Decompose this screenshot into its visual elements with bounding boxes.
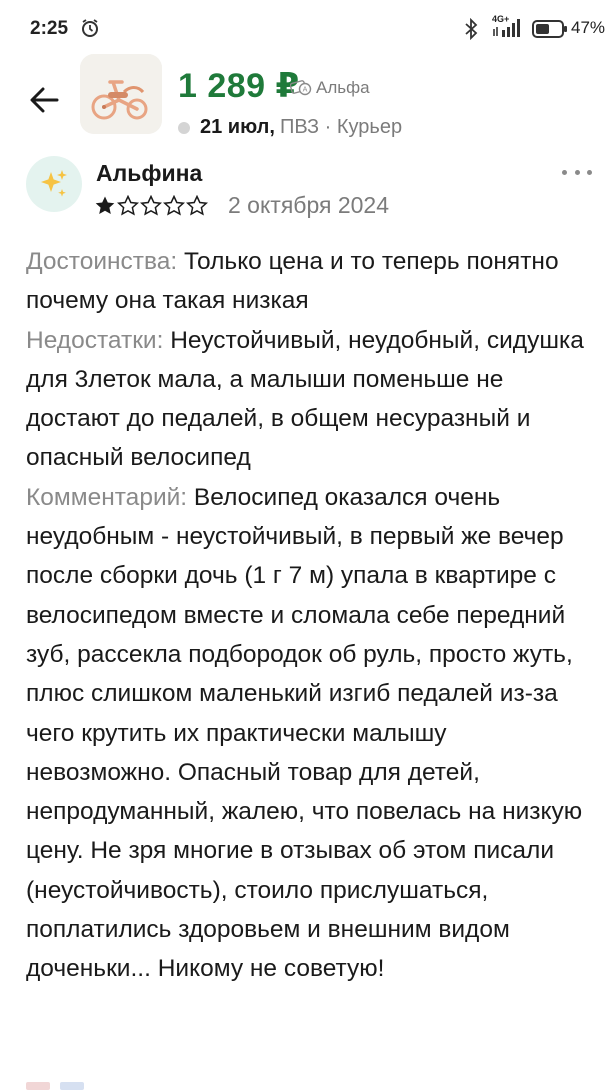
star-empty-icon	[117, 195, 139, 217]
bottom-thumbnail-strip	[26, 1078, 86, 1090]
svg-text:A: A	[302, 85, 308, 94]
alarm-icon	[80, 18, 100, 38]
star-rating	[94, 195, 208, 217]
star-empty-icon	[163, 195, 185, 217]
delivery-status-dot	[178, 122, 190, 134]
bluetooth-icon	[464, 18, 478, 40]
cons-label: Недостатки:	[26, 326, 164, 354]
more-button[interactable]	[562, 162, 592, 182]
network-type: 4G+	[492, 14, 510, 24]
delivery-date: 21 июл,	[200, 116, 275, 138]
star-empty-icon	[186, 195, 208, 217]
signal-icon	[488, 16, 524, 40]
status-time: 2:25	[30, 18, 69, 39]
delivery-modes: ПВЗ · Курьер	[279, 116, 403, 138]
status-bar	[0, 0, 614, 56]
product-price: 1 289 ₽	[178, 67, 300, 105]
more-dots-icon	[562, 170, 567, 175]
comment-label: Комментарий:	[26, 483, 188, 511]
alfa-label: Альфа	[316, 78, 370, 97]
sparkles-icon	[38, 168, 70, 200]
star-filled-icon	[94, 195, 116, 217]
card-icon	[290, 80, 312, 96]
avatar[interactable]	[26, 156, 82, 212]
tricycle-image	[80, 54, 162, 134]
product-header	[0, 56, 614, 152]
battery-icon	[532, 19, 568, 39]
review-body	[26, 242, 596, 989]
delivery-info	[178, 116, 402, 139]
author-name[interactable]: Альфина	[96, 160, 203, 186]
star-empty-icon	[140, 195, 162, 217]
back-button[interactable]	[22, 78, 66, 122]
review-date: 2 октября 2024	[228, 192, 389, 218]
more-dot	[587, 170, 592, 175]
pros-label: Достоинства:	[26, 248, 178, 275]
alfa-badge	[290, 78, 370, 98]
product-thumbnail[interactable]	[80, 54, 162, 134]
more-dot	[575, 170, 580, 175]
cons-text: Неустойчивый, неудобный, сидушка для 3леток мала, а малыши поменьше не достают до педалей, в общем несуразный и опасный велосипед	[26, 326, 584, 472]
arrow-left-icon	[29, 87, 59, 113]
comment-text: Велосипед оказался очень неудобным - неустойчивый, в первый же вечер после сборки дочь (1 г 7 м) упала в квартире с велосипедом вместе и сломала себе передний зуб, рассекла подбородок об руль, просто жуть, плюс слишком маленький изгиб педалей из-за чего крутить их практически малышу невозможно. Опасный товар для детей, непродуманный, жалею, что повелась на низкую цену. Не зря многие в отзывах об этом писали (неустойчивость), стоило прислушаться, поплатились здоровьем и внешним видом доченьки... Никому не советую!	[26, 483, 583, 983]
battery-percent: 47%	[571, 18, 606, 37]
pros-text: Только цена и то теперь понятно почему она такая низкая	[26, 248, 559, 315]
